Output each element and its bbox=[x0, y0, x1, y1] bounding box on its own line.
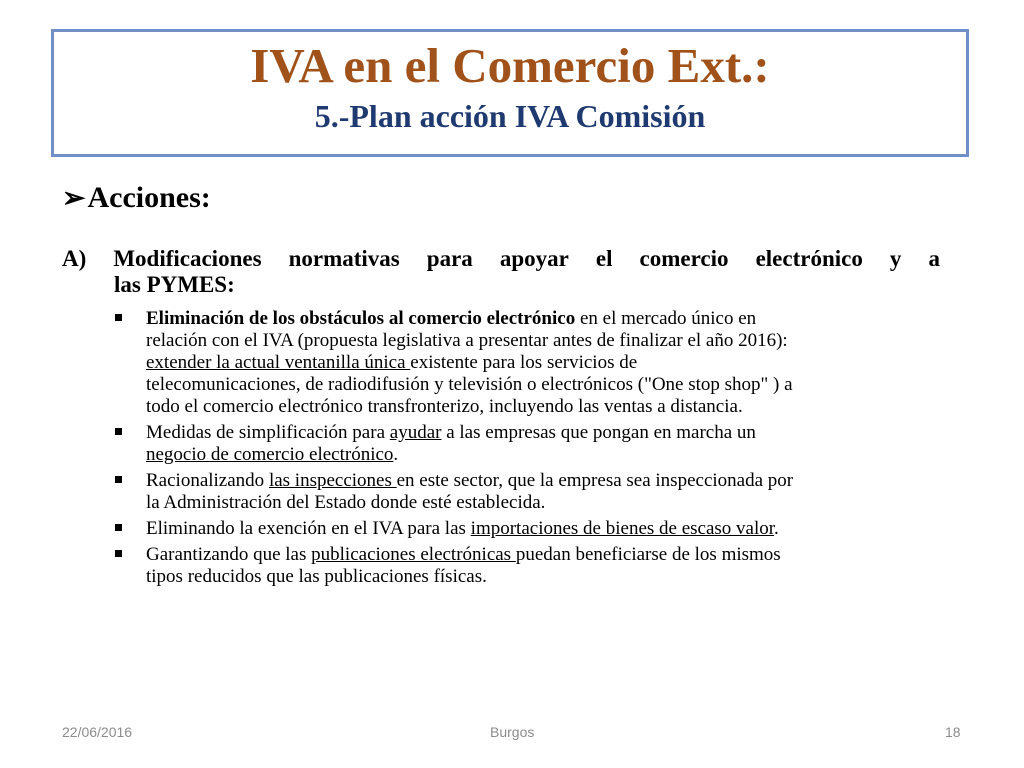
footer-date: 22/06/2016 bbox=[62, 724, 133, 740]
subsection-a bbox=[62, 246, 940, 298]
section-heading bbox=[62, 178, 211, 219]
bullet-1-line-2: relación con el IVA (propuesta legislativa a presentar antes de finalizar el año 2016): bbox=[146, 330, 788, 351]
list-item bbox=[113, 422, 933, 466]
bullet-5-text-b: puedan beneficiarse de los mismos bbox=[515, 544, 781, 565]
section-heading-text: Acciones: bbox=[87, 181, 211, 214]
list-item bbox=[113, 518, 933, 540]
bullet-4-underlined: importaciones de bienes de escaso valor bbox=[470, 518, 775, 539]
bullet-1-line-4: telecomunicaciones, de radiodifusión y televisión o electrónicos ("One stop shop" ) a bbox=[146, 374, 793, 395]
bullet-5-underlined: publicaciones electrónicas bbox=[311, 544, 516, 565]
bullet-1-text: en el mercado único en bbox=[575, 308, 757, 329]
bullet-2-text-a: Medidas de simplificación para bbox=[146, 422, 390, 443]
bullet-2-underlined-2: negocio de comercio electrónico bbox=[146, 444, 394, 465]
bullet-1-bold: Eliminación de los obstáculos al comercio electrónico bbox=[146, 308, 576, 329]
list-item bbox=[113, 544, 933, 588]
word: normativas bbox=[288, 246, 400, 271]
bullet-2-text-b: a las empresas que pongan en marcha un bbox=[441, 422, 756, 443]
subsection-a-line-1 bbox=[62, 246, 940, 272]
square-bullet-icon bbox=[115, 476, 122, 483]
subsection-a-line-2: las PYMES: bbox=[114, 272, 235, 297]
word: A) bbox=[62, 246, 87, 271]
bullet-4-text-a: Eliminando la exención en el IVA para las bbox=[146, 518, 471, 539]
bullet-1-line-3: existente para los servicios de bbox=[410, 352, 638, 373]
bullet-5-text-a: Garantizando que las bbox=[146, 544, 312, 565]
bullet-2-underlined: ayudar bbox=[389, 422, 442, 443]
bullet-list bbox=[113, 308, 933, 592]
bullet-3-text-a: Racionalizando bbox=[146, 470, 269, 491]
list-item bbox=[113, 470, 933, 514]
bullet-4-period: . bbox=[774, 518, 779, 539]
square-bullet-icon bbox=[115, 428, 122, 435]
arrow-bullet-icon: ➢ bbox=[62, 183, 86, 214]
word: comercio bbox=[639, 246, 729, 271]
word: apoyar bbox=[499, 246, 569, 271]
square-bullet-icon bbox=[115, 550, 122, 557]
word: el bbox=[595, 246, 613, 271]
word: Modificaciones bbox=[113, 246, 262, 271]
footer-location: Burgos bbox=[490, 724, 535, 740]
bullet-3-line-2: la Administración del Estado donde esté establecida. bbox=[146, 492, 546, 513]
list-item bbox=[113, 308, 933, 418]
word: a bbox=[928, 246, 940, 271]
title-box bbox=[51, 29, 969, 157]
word: electrónico bbox=[755, 246, 863, 271]
bullet-3-underlined: las inspecciones bbox=[268, 470, 397, 491]
word: y bbox=[889, 246, 902, 271]
bullet-5-line-2: tipos reducidos que las publicaciones físicas. bbox=[146, 566, 487, 587]
bullet-1-underlined: extender la actual ventanilla única bbox=[146, 352, 411, 373]
slide-subtitle: 5.-Plan acción IVA Comisión bbox=[314, 98, 706, 134]
square-bullet-icon bbox=[115, 524, 122, 531]
word: para bbox=[426, 246, 473, 271]
bullet-3-text-b: en este sector, que la empresa sea inspeccionada por bbox=[396, 470, 794, 491]
bullet-2-period: . bbox=[393, 444, 399, 465]
slide-title: IVA en el Comercio Ext.: bbox=[250, 38, 770, 93]
square-bullet-icon bbox=[115, 314, 122, 321]
slide-number: 18 bbox=[945, 724, 961, 740]
bullet-1-line-5: todo el comercio electrónico transfronterizo, incluyendo las ventas a distancia. bbox=[146, 396, 743, 417]
